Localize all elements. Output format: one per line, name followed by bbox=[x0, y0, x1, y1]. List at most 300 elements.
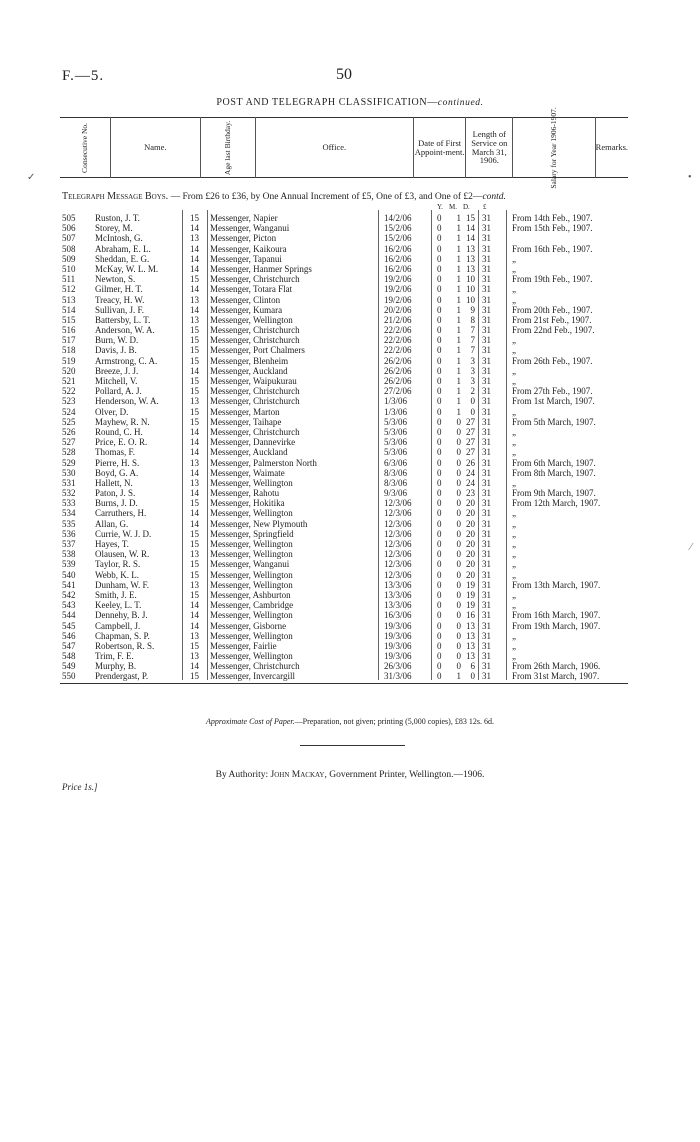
salary-value: 31 bbox=[482, 355, 491, 366]
row-number: 523 bbox=[62, 396, 76, 407]
staff-name: Smith, J. E. bbox=[95, 589, 137, 600]
staff-age: 14 bbox=[190, 253, 199, 264]
appointment-date: 12/3/06 bbox=[384, 549, 412, 560]
service-months: 0 bbox=[456, 447, 461, 458]
appointment-date: 13/3/06 bbox=[384, 589, 412, 600]
service-months: 0 bbox=[456, 579, 461, 590]
service-months: 0 bbox=[456, 498, 461, 509]
salary-value: 31 bbox=[482, 447, 491, 458]
row-number: 539 bbox=[62, 559, 76, 570]
remarks-text: From 26th March, 1906. bbox=[512, 661, 601, 672]
staff-name: Gilmer, H. T. bbox=[95, 284, 143, 295]
staff-age: 15 bbox=[190, 569, 199, 580]
appointment-date: 12/3/06 bbox=[384, 559, 412, 570]
staff-office: Messenger, Clinton bbox=[210, 294, 281, 305]
salary-value: 31 bbox=[482, 477, 491, 488]
remarks-text: From 13th March, 1907. bbox=[512, 579, 601, 590]
staff-office: Messenger, Cambridge bbox=[210, 600, 294, 611]
service-years: 0 bbox=[437, 274, 442, 285]
row-number: 519 bbox=[62, 355, 76, 366]
staff-age: 14 bbox=[190, 263, 199, 274]
salary-value: 31 bbox=[482, 457, 491, 468]
staff-age: 14 bbox=[190, 508, 199, 519]
staff-name: Robertson, R. S. bbox=[95, 640, 155, 651]
remarks-text: From 14th Feb., 1907. bbox=[512, 213, 593, 223]
service-years: 0 bbox=[437, 488, 442, 499]
service-years: 0 bbox=[437, 325, 442, 336]
staff-name: Davis, J. B. bbox=[95, 345, 137, 356]
service-days: 20 bbox=[466, 549, 475, 560]
salary-value: 31 bbox=[482, 233, 491, 244]
service-months: 1 bbox=[456, 376, 461, 386]
staff-age: 14 bbox=[190, 447, 199, 458]
page-title bbox=[0, 97, 700, 108]
service-years: 0 bbox=[437, 467, 442, 478]
margin-mark: ⁄ bbox=[690, 542, 692, 553]
table-row bbox=[60, 295, 628, 305]
staff-age: 14 bbox=[190, 243, 199, 254]
service-days: 20 bbox=[466, 569, 475, 580]
table-row bbox=[60, 671, 628, 681]
footer-rule bbox=[300, 745, 405, 746]
salary-value: 31 bbox=[482, 406, 491, 417]
service-days: 13 bbox=[466, 620, 475, 631]
service-months: 1 bbox=[456, 233, 461, 244]
staff-name: Price, E. O. R. bbox=[95, 437, 148, 448]
salary-value: 31 bbox=[482, 274, 491, 285]
service-years: 0 bbox=[437, 437, 442, 448]
section-text: — From £26 to £36, by One Annual Increment of £5, One of £3, and One of £2— bbox=[168, 192, 483, 202]
appointment-date: 19/3/06 bbox=[384, 620, 412, 631]
appointment-date: 31/3/06 bbox=[384, 671, 412, 682]
row-number: 531 bbox=[62, 477, 76, 488]
remarks-text: „ bbox=[512, 294, 516, 305]
pound-label: £ bbox=[483, 203, 487, 211]
row-number: 528 bbox=[62, 447, 76, 458]
staff-office: Messenger, Kumara bbox=[210, 304, 283, 315]
remarks-text: From 19th March, 1907. bbox=[512, 620, 601, 631]
remarks-text: „ bbox=[512, 518, 516, 529]
service-years: 0 bbox=[437, 600, 442, 611]
remarks-text: From 12th March, 1907. bbox=[512, 498, 601, 509]
row-number: 532 bbox=[62, 488, 76, 499]
appointment-date: 22/2/06 bbox=[384, 325, 412, 336]
staff-age: 13 bbox=[190, 457, 199, 468]
service-months: 0 bbox=[456, 518, 461, 529]
row-number: 507 bbox=[62, 233, 76, 244]
appointment-date: 8/3/06 bbox=[384, 467, 408, 478]
service-days: 13 bbox=[466, 243, 475, 254]
service-days: 24 bbox=[466, 477, 475, 488]
appointment-date: 22/2/06 bbox=[384, 345, 412, 356]
row-number: 521 bbox=[62, 376, 76, 386]
staff-age: 15 bbox=[190, 528, 199, 539]
staff-name: Olver, D. bbox=[95, 406, 129, 417]
row-number: 512 bbox=[62, 284, 76, 295]
remarks-text: „ bbox=[512, 651, 516, 662]
table-row bbox=[60, 356, 628, 366]
service-days: 9 bbox=[470, 304, 475, 315]
service-months: 1 bbox=[456, 253, 461, 264]
staff-name: Taylor, R. S. bbox=[95, 559, 141, 570]
staff-age: 15 bbox=[190, 406, 199, 417]
service-days: 23 bbox=[466, 488, 475, 499]
service-days: 16 bbox=[466, 610, 475, 621]
salary-value: 31 bbox=[482, 508, 491, 519]
staff-office: Messenger, New Plymouth bbox=[210, 518, 308, 529]
appointment-date: 6/3/06 bbox=[384, 457, 408, 468]
staff-name: Mayhew, R. N. bbox=[95, 416, 150, 427]
table-row bbox=[60, 254, 628, 264]
service-years: 0 bbox=[437, 671, 442, 682]
margin-mark: ✓ bbox=[27, 172, 36, 183]
service-months: 1 bbox=[456, 213, 461, 223]
service-months: 0 bbox=[456, 630, 461, 641]
row-number: 541 bbox=[62, 579, 76, 590]
staff-office: Messenger, Springfield bbox=[210, 528, 294, 539]
salary-value: 31 bbox=[482, 213, 491, 223]
staff-age: 15 bbox=[190, 325, 199, 336]
staff-office: Messenger, Auckland bbox=[210, 447, 288, 458]
remarks-text: From 1st March, 1907. bbox=[512, 396, 595, 407]
table-row bbox=[60, 610, 628, 620]
years-label: Y. bbox=[437, 203, 443, 211]
appointment-date: 16/3/06 bbox=[384, 610, 412, 621]
service-years: 0 bbox=[437, 589, 442, 600]
service-months: 1 bbox=[456, 396, 461, 407]
staff-name: Dennehy, B. J. bbox=[95, 610, 148, 621]
service-months: 0 bbox=[456, 661, 461, 672]
appointment-date: 1/3/06 bbox=[384, 396, 408, 407]
col-office: Office. bbox=[255, 118, 413, 178]
cost-note bbox=[0, 717, 700, 726]
table-row bbox=[60, 600, 628, 610]
staff-age: 15 bbox=[190, 498, 199, 509]
row-number: 543 bbox=[62, 600, 76, 611]
salary-value: 31 bbox=[482, 386, 491, 397]
row-number: 540 bbox=[62, 569, 76, 580]
staff-office: Messenger, Port Chalmers bbox=[210, 345, 305, 356]
service-days: 7 bbox=[470, 325, 475, 336]
appointment-date: 16/2/06 bbox=[384, 253, 412, 264]
staff-age: 14 bbox=[190, 661, 199, 672]
row-number: 535 bbox=[62, 518, 76, 529]
service-years: 0 bbox=[437, 651, 442, 662]
service-days: 10 bbox=[466, 294, 475, 305]
table-row bbox=[60, 621, 628, 631]
appointment-date: 8/3/06 bbox=[384, 477, 408, 488]
table-row bbox=[60, 345, 628, 355]
remarks-text: From 26th Feb., 1907. bbox=[512, 355, 593, 366]
service-years: 0 bbox=[437, 396, 442, 407]
service-months: 1 bbox=[456, 294, 461, 305]
table-row bbox=[60, 508, 628, 518]
service-years: 0 bbox=[437, 426, 442, 437]
staff-name: Carruthers, H. bbox=[95, 508, 147, 519]
staff-office: Messenger, Wellington bbox=[210, 477, 293, 488]
service-months: 0 bbox=[456, 508, 461, 519]
table-row bbox=[60, 386, 628, 396]
service-years: 0 bbox=[437, 243, 442, 254]
staff-name: Ruston, J. T. bbox=[95, 213, 140, 223]
remarks-text: „ bbox=[512, 549, 516, 560]
staff-office: Messenger, Taihape bbox=[210, 416, 282, 427]
staff-age: 13 bbox=[190, 314, 199, 325]
remarks-text: „ bbox=[512, 559, 516, 570]
remarks-text: „ bbox=[512, 345, 516, 356]
table-row bbox=[60, 478, 628, 488]
remarks-text: „ bbox=[512, 406, 516, 417]
service-days: 27 bbox=[466, 447, 475, 458]
staff-office: Messenger, Christchurch bbox=[210, 661, 300, 672]
service-years: 0 bbox=[437, 539, 442, 549]
staff-name: Hallett, N. bbox=[95, 477, 133, 488]
salary-value: 31 bbox=[482, 488, 491, 499]
remarks-text: „ bbox=[512, 284, 516, 295]
section-suffix: contd. bbox=[482, 192, 506, 202]
printer-name: John Mackay bbox=[270, 770, 325, 780]
staff-name: Sullivan, J. F. bbox=[95, 304, 145, 315]
staff-age: 14 bbox=[190, 426, 199, 437]
staff-name: Keeley, L. T. bbox=[95, 600, 142, 611]
table-row bbox=[60, 417, 628, 427]
salary-value: 31 bbox=[482, 263, 491, 274]
table-row bbox=[60, 244, 628, 254]
salary-value: 31 bbox=[482, 345, 491, 356]
staff-office: Messenger, Tapanui bbox=[210, 253, 282, 264]
staff-office: Messenger, Wellington bbox=[210, 651, 293, 662]
service-years: 0 bbox=[437, 263, 442, 274]
appointment-date: 12/3/06 bbox=[384, 518, 412, 529]
service-months: 1 bbox=[456, 263, 461, 274]
staff-age: 13 bbox=[190, 651, 199, 662]
salary-value: 31 bbox=[482, 467, 491, 478]
table-row bbox=[60, 549, 628, 559]
staff-age: 15 bbox=[190, 589, 199, 600]
service-years: 0 bbox=[437, 528, 442, 539]
appointment-date: 16/2/06 bbox=[384, 243, 412, 254]
table-row bbox=[60, 580, 628, 590]
service-years: 0 bbox=[437, 620, 442, 631]
service-days: 7 bbox=[470, 335, 475, 346]
service-days: 10 bbox=[466, 274, 475, 285]
service-days: 6 bbox=[470, 661, 475, 672]
service-months: 0 bbox=[456, 467, 461, 478]
printer-authority bbox=[0, 770, 700, 780]
salary-value: 31 bbox=[482, 325, 491, 336]
remarks-text: From 16th Feb., 1907. bbox=[512, 243, 593, 254]
staff-name: Henderson, W. A. bbox=[95, 396, 159, 407]
service-years: 0 bbox=[437, 579, 442, 590]
row-number: 530 bbox=[62, 467, 76, 478]
table-end-rule bbox=[60, 683, 628, 684]
salary-value: 31 bbox=[482, 365, 491, 376]
staff-office: Messenger, Wellington bbox=[210, 630, 293, 641]
appointment-date: 14/2/06 bbox=[384, 213, 412, 223]
table-row bbox=[60, 223, 628, 233]
service-years: 0 bbox=[437, 335, 442, 346]
service-years: 0 bbox=[437, 386, 442, 397]
service-years: 0 bbox=[437, 253, 442, 264]
service-months: 0 bbox=[456, 559, 461, 570]
remarks-text: „ bbox=[512, 253, 516, 264]
row-number: 545 bbox=[62, 620, 76, 631]
salary-value: 31 bbox=[482, 539, 491, 549]
staff-office: Messenger, Totara Flat bbox=[210, 284, 293, 295]
service-months: 0 bbox=[456, 569, 461, 580]
staff-age: 14 bbox=[190, 620, 199, 631]
appointment-date: 13/3/06 bbox=[384, 579, 412, 590]
staff-table bbox=[60, 213, 628, 682]
remarks-text: „ bbox=[512, 630, 516, 641]
service-days: 19 bbox=[466, 579, 475, 590]
appointment-date: 26/3/06 bbox=[384, 661, 412, 672]
staff-name: Battersby, L. T. bbox=[95, 314, 151, 325]
staff-office: Messenger, Christchurch bbox=[210, 426, 300, 437]
appointment-date: 5/3/06 bbox=[384, 416, 408, 427]
staff-name: Boyd, G. A. bbox=[95, 467, 139, 478]
staff-age: 14 bbox=[190, 223, 199, 234]
col-service: Length of Service on March 31, 1906. bbox=[466, 118, 513, 178]
staff-age: 13 bbox=[190, 579, 199, 590]
staff-name: Currie, W. J. D. bbox=[95, 528, 152, 539]
appointment-date: 19/3/06 bbox=[384, 630, 412, 641]
staff-age: 14 bbox=[190, 437, 199, 448]
appointment-date: 5/3/06 bbox=[384, 426, 408, 437]
service-years: 0 bbox=[437, 477, 442, 488]
staff-name: Pierre, H. S. bbox=[95, 457, 140, 468]
staff-office: Messenger, Auckland bbox=[210, 365, 288, 376]
appointment-date: 21/2/06 bbox=[384, 314, 412, 325]
staff-office: Messenger, Wellington bbox=[210, 539, 293, 549]
row-number: 515 bbox=[62, 314, 76, 325]
row-number: 511 bbox=[62, 274, 76, 285]
staff-name: Thomas, F. bbox=[95, 447, 136, 458]
service-days: 20 bbox=[466, 528, 475, 539]
salary-value: 31 bbox=[482, 253, 491, 264]
appointment-date: 5/3/06 bbox=[384, 437, 408, 448]
appointment-date: 15/2/06 bbox=[384, 223, 412, 234]
staff-age: 14 bbox=[190, 467, 199, 478]
service-days: 3 bbox=[470, 376, 475, 386]
staff-office: Messenger, Hanmer Springs bbox=[210, 263, 312, 274]
service-years: 0 bbox=[437, 518, 442, 529]
row-number: 534 bbox=[62, 508, 76, 519]
table-row bbox=[60, 651, 628, 661]
appointment-date: 13/3/06 bbox=[384, 600, 412, 611]
remarks-text: „ bbox=[512, 640, 516, 651]
service-days: 19 bbox=[466, 600, 475, 611]
service-years: 0 bbox=[437, 233, 442, 244]
service-years: 0 bbox=[437, 416, 442, 427]
row-number: 510 bbox=[62, 263, 76, 274]
remarks-text: „ bbox=[512, 539, 516, 549]
staff-name: Burn, W. D. bbox=[95, 335, 139, 346]
staff-age: 14 bbox=[190, 610, 199, 621]
service-years: 0 bbox=[437, 508, 442, 519]
table-row bbox=[60, 213, 628, 223]
staff-name: Campbell, J. bbox=[95, 620, 141, 631]
service-days: 13 bbox=[466, 263, 475, 274]
staff-name: Abraham, E. L. bbox=[95, 243, 151, 254]
staff-office: Messenger, Ashburton bbox=[210, 589, 291, 600]
row-number: 517 bbox=[62, 335, 76, 346]
service-months: 1 bbox=[456, 345, 461, 356]
row-number: 542 bbox=[62, 589, 76, 600]
appointment-date: 26/2/06 bbox=[384, 376, 412, 386]
row-number: 524 bbox=[62, 406, 76, 417]
staff-name: Pollard, A. J. bbox=[95, 386, 142, 397]
staff-name: Round, C. H. bbox=[95, 426, 143, 437]
service-months: 0 bbox=[456, 539, 461, 549]
row-number: 518 bbox=[62, 345, 76, 356]
row-number: 520 bbox=[62, 365, 76, 376]
staff-office: Messenger, Wellington bbox=[210, 314, 293, 325]
staff-age: 15 bbox=[190, 559, 199, 570]
staff-age: 13 bbox=[190, 396, 199, 407]
staff-office: Messenger, Wellington bbox=[210, 610, 293, 621]
service-months: 1 bbox=[456, 386, 461, 397]
staff-office: Messenger, Wellington bbox=[210, 579, 293, 590]
salary-value: 31 bbox=[482, 498, 491, 509]
appointment-date: 1/3/06 bbox=[384, 406, 408, 417]
col-date: Date of First Appoint-ment. bbox=[413, 118, 466, 178]
staff-age: 13 bbox=[190, 477, 199, 488]
service-years: 0 bbox=[437, 294, 442, 305]
service-years: 0 bbox=[437, 355, 442, 366]
service-years: 0 bbox=[437, 610, 442, 621]
salary-value: 31 bbox=[482, 651, 491, 662]
service-days: 13 bbox=[466, 651, 475, 662]
row-number: 538 bbox=[62, 549, 76, 560]
service-months: 0 bbox=[456, 600, 461, 611]
staff-office: Messenger, Wellington bbox=[210, 569, 293, 580]
salary-value: 31 bbox=[482, 549, 491, 560]
service-years: 0 bbox=[437, 630, 442, 641]
service-months: 0 bbox=[456, 610, 461, 621]
service-years: 0 bbox=[437, 569, 442, 580]
service-months: 1 bbox=[456, 355, 461, 366]
appointment-date: 19/3/06 bbox=[384, 640, 412, 651]
appointment-date: 12/3/06 bbox=[384, 539, 412, 549]
staff-age: 13 bbox=[190, 549, 199, 560]
staff-age: 15 bbox=[190, 345, 199, 356]
service-days: 27 bbox=[466, 426, 475, 437]
staff-age: 15 bbox=[190, 640, 199, 651]
service-years: 0 bbox=[437, 284, 442, 295]
staff-office: Messenger, Christchurch bbox=[210, 274, 300, 285]
service-days: 3 bbox=[470, 355, 475, 366]
staff-age: 15 bbox=[190, 213, 199, 223]
row-number: 513 bbox=[62, 294, 76, 305]
appointment-date: 27/2/06 bbox=[384, 386, 412, 397]
salary-value: 31 bbox=[482, 294, 491, 305]
staff-age: 15 bbox=[190, 539, 199, 549]
appointment-date: 26/2/06 bbox=[384, 365, 412, 376]
service-years: 0 bbox=[437, 223, 442, 234]
remarks-text: From 19th Feb., 1907. bbox=[512, 274, 593, 285]
staff-name: Treacy, H. W. bbox=[95, 294, 145, 305]
service-months: 0 bbox=[456, 457, 461, 468]
salary-value: 31 bbox=[482, 640, 491, 651]
table-row bbox=[60, 447, 628, 457]
service-years: 0 bbox=[437, 304, 442, 315]
service-months: 0 bbox=[456, 488, 461, 499]
service-months: 0 bbox=[456, 416, 461, 427]
remarks-text: „ bbox=[512, 569, 516, 580]
service-years: 0 bbox=[437, 447, 442, 458]
service-days: 0 bbox=[470, 396, 475, 407]
